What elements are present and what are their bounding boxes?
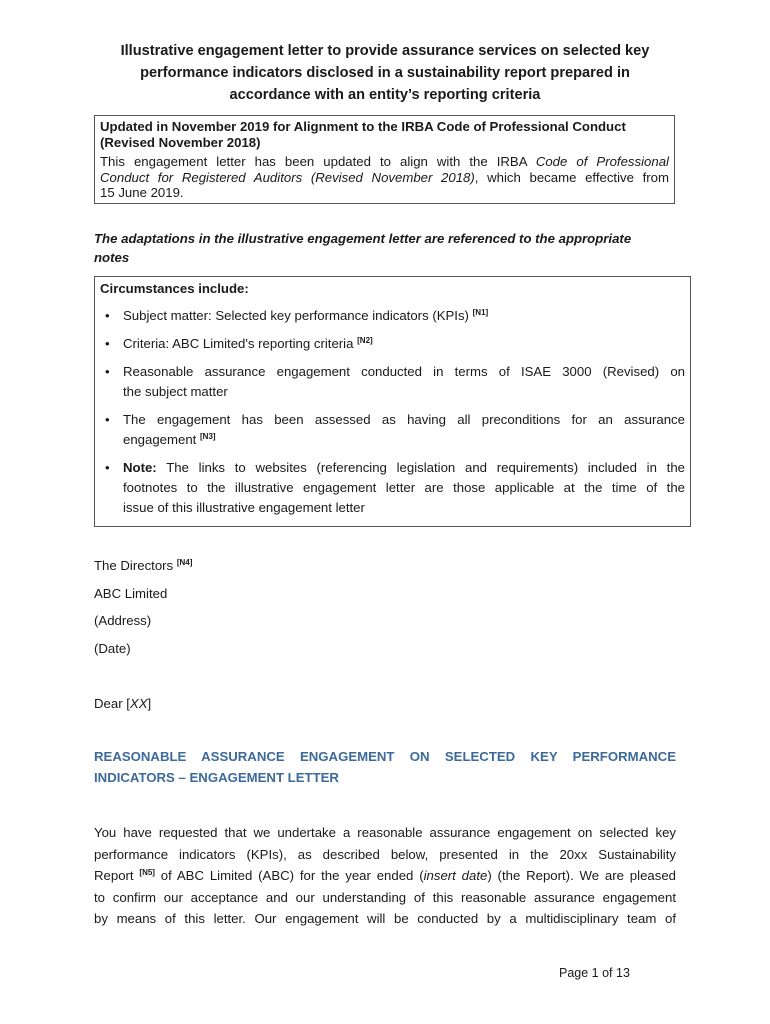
list-item: • Subject matter: Selected key performance indicators (KPIs) [N1] (100, 306, 685, 326)
update-notice-line: 15 June 2019. (100, 185, 184, 200)
update-notice-body: This engagement letter has been updated to align with the IRBA Code of Professional Conduct for Registered Auditors (Revised November 2018), which became effective from 15 June 2019. (100, 154, 669, 200)
note-reference: [N2] (357, 336, 373, 345)
update-notice-heading (100, 119, 669, 150)
circumstances-box (94, 276, 691, 527)
document-title (90, 40, 680, 106)
bullet-icon: • (105, 412, 110, 427)
title-line: Illustrative engagement letter to provide assurance services on selected key (120, 43, 650, 59)
update-heading-line: Updated in November 2019 for Alignment to the IRBA Code of Professional Conduct (100, 119, 626, 134)
list-item: • Criteria: ABC Limited's reporting criteria [N2] (100, 334, 685, 354)
adaptations-note: The adaptations in the illustrative engagement letter are referenced to the appropriate notes (94, 231, 632, 265)
addressee-directors: The Directors [N4] (94, 558, 193, 573)
title-line: accordance with an entity’s reporting criteria (229, 87, 541, 103)
addressee-date: (Date) (94, 640, 131, 656)
bullet-icon: • (105, 336, 110, 351)
section-heading: REASONABLE ASSURANCE ENGAGEMENT ON SELECTED KEY PERFORMANCE INDICATORS – ENGAGEMENT LETTER (94, 749, 676, 785)
body-paragraph: You have requested that we undertake a reasonable assurance engagement on selected key performance indicators (KPIs), as described below, presented in the 20xx Sustainability Report [N5] of ABC Limited (ABC) for the year ended (insert date) (the Report). We are pleased to confirm our acceptance and our understanding of this reasonable assurance engagement by means of this letter. Our engagement will be conducted by a multidisciplinary team of (94, 825, 676, 926)
addressee-company: ABC Limited (94, 585, 168, 601)
circumstances-list (100, 306, 685, 518)
page-number: Page 1 of 13 (559, 966, 630, 980)
salutation-name: XX (129, 696, 148, 711)
bullet-icon: • (105, 460, 110, 475)
code-title-italic: Conduct for Registered Auditors (Revised November 2018) (100, 169, 475, 185)
list-item: • Note: The links to websites (referencing legislation and requirements) included in the footnotes to the illustrative engagement letter are those applicable at the time of the issue of this illustrative engagement letter (105, 460, 685, 515)
addressee-address: (Address) (94, 613, 152, 628)
note-reference: [N1] (472, 308, 489, 317)
code-title-italic: Code of Professional (535, 154, 669, 169)
addressee-block (94, 556, 192, 666)
note-label: Note: (123, 460, 157, 475)
title-line: performance indicators disclosed in a sustainability report prepared in (140, 65, 630, 81)
note-reference: [N4] (176, 558, 193, 567)
bullet-icon: • (105, 308, 110, 323)
update-heading-line: (Revised November 2018) (100, 134, 261, 150)
list-item: • Reasonable assurance engagement conducted in terms of ISAE 3000 (Revised) on the subject matter (105, 364, 685, 399)
circumstances-heading: Circumstances include: (100, 281, 249, 296)
bullet-icon: • (105, 364, 110, 379)
update-notice-box (94, 115, 675, 204)
note-reference: [N5] (139, 868, 155, 877)
list-item: • The engagement has been assessed as having all preconditions for an assurance engagement [N3] (105, 412, 685, 447)
salutation: Dear [XX] (94, 696, 152, 711)
note-reference: [N3] (200, 432, 216, 441)
